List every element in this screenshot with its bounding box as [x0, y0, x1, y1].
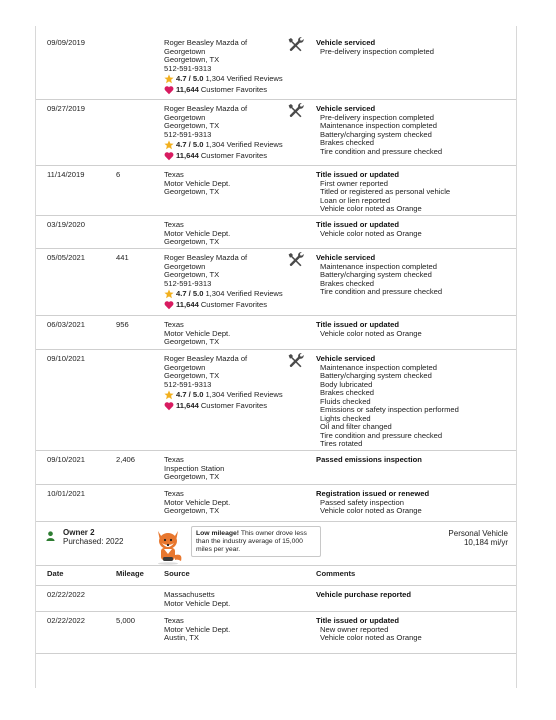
source-line: Georgetown, TX	[164, 55, 220, 64]
row-date: 09/09/2019	[47, 38, 86, 47]
favorites-count: 11,644	[176, 299, 199, 309]
source-line: Georgetown, TX	[164, 187, 220, 196]
row-comments	[316, 105, 442, 156]
row-mileage: 6	[116, 170, 121, 179]
row-source	[164, 456, 224, 482]
source-line: Georgetown, TX	[164, 270, 220, 279]
comment-item: Vehicle color noted as Orange	[320, 506, 422, 515]
comment-item: Body lubricated	[320, 379, 373, 389]
source-line: Roger Beasley Mazda of	[164, 104, 248, 113]
source-line: Georgetown, TX	[164, 121, 220, 130]
vehicle-type-block	[448, 529, 508, 547]
row-comments	[316, 321, 422, 338]
rating-score: 4.7 / 5.0	[176, 288, 204, 298]
miles-per-year: 10,184 mi/yr	[463, 538, 508, 548]
history-row	[36, 586, 516, 612]
rating-reviews: 1,304 Verified Reviews	[205, 389, 283, 399]
dealer-rating	[164, 289, 283, 299]
header-mileage: Mileage	[116, 569, 144, 578]
history-row	[36, 350, 516, 451]
comment-item: Titled or registered as personal vehicle	[320, 187, 451, 196]
callout-text: This owner drove less than the industry average of 15,000 miles per year.	[196, 530, 307, 553]
row-comments	[316, 254, 442, 297]
comment-title: Registration issued or renewed	[316, 489, 430, 498]
comment-item: Pre-delivery inspection completed	[320, 112, 434, 122]
vehicle-type: Personal Vehicle	[448, 529, 508, 538]
wrench-screwdriver-icon	[288, 36, 304, 52]
history-row	[36, 451, 516, 485]
comment-item: Vehicle color noted as Orange	[320, 228, 422, 238]
comment-item: Lights checked	[320, 413, 371, 423]
row-date: 11/14/2019	[47, 170, 85, 179]
source-line: Roger Beasley Mazda of	[164, 38, 248, 47]
row-source	[164, 617, 230, 643]
header-source: Source	[164, 569, 190, 578]
comment-title: Title issued or updated	[316, 170, 399, 179]
heart-icon	[164, 300, 174, 310]
source-line: Roger Beasley Mazda of	[164, 253, 248, 262]
row-comments	[316, 221, 422, 238]
row-source	[164, 591, 230, 608]
source-line: 512-591-9313	[164, 129, 212, 139]
comment-item: Brakes checked	[320, 138, 375, 147]
row-date: 09/10/2021	[47, 455, 86, 464]
history-row	[36, 485, 516, 522]
row-source	[164, 39, 283, 95]
row-date: 05/05/2021	[47, 253, 86, 262]
wrench-screwdriver-icon	[288, 102, 304, 118]
favorites-count: 11,644	[176, 400, 199, 410]
source-line: Motor Vehicle Dept.	[164, 497, 231, 507]
row-source	[164, 355, 283, 411]
comment-item: Vehicle color noted as Orange	[320, 204, 422, 213]
source-line: Inspection Station	[164, 463, 225, 473]
row-date: 02/22/2022	[47, 590, 86, 599]
star-icon	[164, 390, 174, 400]
row-mileage: 441	[116, 253, 129, 262]
comment-item: Vehicle color noted as Orange	[320, 633, 422, 642]
history-table-header	[36, 566, 516, 586]
source-line: Georgetown	[164, 112, 206, 122]
heart-icon	[164, 85, 174, 95]
star-icon	[164, 289, 174, 299]
rating-score: 4.7 / 5.0	[176, 73, 204, 83]
comment-item: Maintenance inspection completed	[320, 261, 437, 271]
source-line: Georgetown, TX	[164, 237, 220, 246]
row-mileage: 2,406	[116, 455, 136, 464]
dealer-favorites	[164, 85, 283, 95]
comment-item: Oil and filter changed	[320, 422, 392, 431]
rating-score: 4.7 / 5.0	[176, 389, 204, 399]
row-date: 06/03/2021	[47, 320, 86, 329]
row-date: 02/22/2022	[47, 616, 86, 625]
wrench-screwdriver-icon	[288, 251, 304, 267]
comment-item: Battery/charging system checked	[320, 371, 432, 380]
favorites-count: 11,644	[176, 150, 199, 160]
source-line: Texas	[164, 616, 184, 625]
star-icon	[164, 140, 174, 150]
source-line: Motor Vehicle Dept.	[164, 328, 231, 338]
row-comments	[316, 591, 411, 600]
source-line: Georgetown, TX	[164, 506, 220, 515]
callout-bold: Low mileage!	[196, 530, 240, 537]
comment-item: Tire condition and pressure checked	[320, 287, 443, 296]
comment-title: Title issued or updated	[316, 220, 399, 229]
row-source	[164, 254, 283, 310]
dealer-favorites	[164, 300, 283, 310]
comment-item: Loan or lien reported	[320, 195, 391, 205]
comment-item: Fluids checked	[320, 396, 371, 406]
source-line: Motor Vehicle Dept.	[164, 228, 231, 238]
comment-item: Brakes checked	[320, 388, 375, 397]
row-source	[164, 105, 283, 161]
history-row	[36, 612, 516, 654]
comment-item: Vehicle color noted as Orange	[320, 328, 422, 338]
row-date: 09/10/2021	[47, 354, 86, 363]
row-comments	[316, 456, 422, 465]
favorites-label: Customer Favorites	[200, 84, 268, 94]
comment-item: New owner reported	[320, 624, 389, 634]
star-icon	[164, 74, 174, 84]
wrench-screwdriver-icon	[288, 352, 304, 368]
source-line: Motor Vehicle Dept.	[164, 178, 231, 188]
rating-score: 4.7 / 5.0	[176, 139, 204, 149]
row-date: 10/01/2021	[47, 489, 86, 498]
comment-item: Tire condition and pressure checked	[320, 146, 443, 156]
history-row	[36, 216, 516, 249]
row-comments	[316, 490, 429, 516]
row-source	[164, 171, 230, 197]
dealer-favorites	[164, 401, 283, 411]
source-line: Texas	[164, 455, 184, 464]
favorites-label: Customer Favorites	[200, 150, 268, 160]
comment-item: Tires rotated	[320, 439, 363, 448]
history-row	[36, 249, 516, 316]
comment-item: Battery/charging system checked	[320, 129, 432, 139]
source-line: Massachusetts	[164, 590, 215, 599]
comment-title: Title issued or updated	[316, 616, 399, 625]
rating-reviews: 1,304 Verified Reviews	[205, 73, 283, 83]
person-icon	[46, 531, 55, 541]
comment-item: First owner reported	[320, 178, 388, 188]
comment-item: Brakes checked	[320, 278, 375, 288]
row-comments	[316, 617, 422, 643]
rating-reviews: 1,304 Verified Reviews	[205, 288, 283, 298]
row-source	[164, 490, 230, 516]
header-date: Date	[47, 569, 64, 578]
source-line: 512-591-9313	[164, 379, 212, 389]
heart-icon	[164, 401, 174, 411]
row-source	[164, 221, 230, 247]
history-row	[36, 100, 516, 166]
source-line: Motor Vehicle Dept.	[164, 598, 231, 608]
comment-item: Pre-delivery inspection completed	[320, 46, 434, 56]
row-date: 03/19/2020	[47, 220, 86, 229]
comment-item: Battery/charging system checked	[320, 270, 432, 279]
row-comments	[316, 355, 459, 449]
history-row	[36, 316, 516, 350]
source-line: Texas	[164, 320, 184, 329]
source-line: Georgetown	[164, 362, 206, 372]
heart-icon	[164, 151, 174, 161]
comment-item: Maintenance inspection completed	[320, 362, 437, 372]
row-comments	[316, 171, 450, 214]
source-line: Georgetown, TX	[164, 337, 220, 346]
history-row	[36, 34, 516, 100]
dealer-rating	[164, 74, 283, 84]
source-line: Texas	[164, 220, 184, 229]
row-mileage: 5,000	[116, 616, 136, 625]
source-line: Georgetown, TX	[164, 371, 220, 380]
source-line: 512-591-9313	[164, 63, 212, 73]
rating-reviews: 1,304 Verified Reviews	[205, 139, 283, 149]
history-row	[36, 166, 516, 216]
row-source	[164, 321, 230, 347]
row-date: 09/27/2019	[47, 104, 86, 113]
fox-mascot-icon	[151, 527, 187, 565]
comment-title: Vehicle serviced	[316, 38, 376, 47]
owner-2-section	[36, 522, 516, 566]
header-comments: Comments	[316, 569, 356, 578]
row-mileage: 956	[116, 320, 129, 329]
comment-item: Maintenance inspection completed	[320, 121, 437, 130]
source-line: Georgetown	[164, 261, 206, 271]
source-line: Georgetown, TX	[164, 472, 220, 481]
owner-title: Owner 2	[63, 528, 95, 537]
favorites-count: 11,644	[176, 84, 199, 94]
comment-title: Passed emissions inspection	[316, 455, 422, 464]
dealer-favorites	[164, 151, 283, 161]
source-line: 512-591-9313	[164, 278, 212, 288]
favorites-label: Customer Favorites	[200, 400, 268, 410]
source-line: Roger Beasley Mazda of	[164, 354, 248, 363]
owner-purchased: Purchased: 2022	[63, 537, 124, 546]
favorites-label: Customer Favorites	[200, 299, 268, 309]
source-line: Motor Vehicle Dept.	[164, 624, 231, 634]
low-mileage-callout	[191, 526, 321, 557]
comment-title: Vehicle serviced	[316, 104, 376, 113]
comment-title: Vehicle serviced	[316, 253, 376, 262]
dealer-rating	[164, 140, 283, 150]
comment-item: Tire condition and pressure checked	[320, 430, 443, 440]
source-line: Georgetown	[164, 46, 206, 56]
row-comments	[316, 39, 434, 56]
dealer-rating	[164, 390, 283, 400]
comment-title: Title issued or updated	[316, 320, 399, 329]
comment-title: Vehicle serviced	[316, 354, 376, 363]
comment-title: Vehicle purchase reported	[316, 590, 411, 599]
comment-item: Passed safety inspection	[320, 497, 405, 507]
source-line: Texas	[164, 489, 184, 498]
source-line: Texas	[164, 170, 184, 179]
source-line: Austin, TX	[164, 633, 199, 642]
comment-item: Emissions or safety inspection performed	[320, 405, 459, 414]
